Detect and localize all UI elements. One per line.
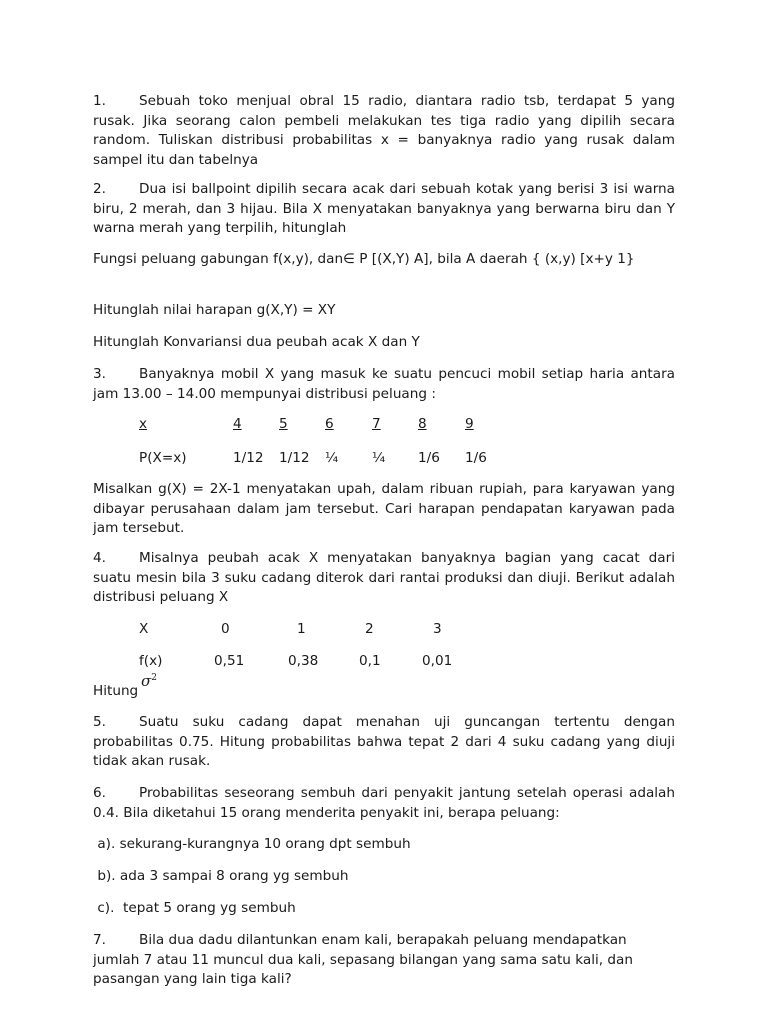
question-6-number: 6.: [93, 785, 106, 801]
question-3: [93, 365, 675, 404]
table-cell: ¼: [372, 449, 386, 466]
question-6-option-a: a). sekurang-kurangnya 10 orang dpt sembuh: [93, 836, 411, 852]
question-5-text: Suatu suku cadang dapat menahan uji guncangan tertentu dengan probabilitas 0.75. Hitung probabilitas bahwa tepat 2 dari 4 suku cadang yang diuji tidak akan rusak.: [93, 714, 675, 769]
question-4-hitung: Hitung: [93, 683, 139, 699]
table-cell: 0,38: [288, 652, 319, 669]
sigma-squared-symbol: $\sigma^2$: [141, 672, 157, 690]
table-cell: 1/12: [233, 449, 264, 466]
question-2-text: Dua isi ballpoint dipilih secara acak dari sebuah kotak yang berisi 3 isi warna biru, 2 merah, dan 3 hijau. Bila X menyatakan banyaknya yang berwarna biru dan Y warna merah yang terpilih, hitunglah: [93, 181, 675, 236]
table-cell: 0: [221, 621, 230, 637]
table-cell: 2: [365, 621, 374, 637]
table-header-row: [139, 620, 473, 640]
table-cell: 1: [297, 621, 306, 637]
question-6-text: Probabilitas seseorang sembuh dari penyakit jantung setelah operasi adalah 0.4. Bila diketahui 15 orang menderita penyakit ini, berapa peluang:: [93, 785, 675, 821]
question-1-number: 1.: [93, 93, 106, 109]
table-cell: 1/6: [418, 449, 440, 466]
table-cell: 7: [372, 416, 381, 432]
table-cell: 1/12: [279, 449, 310, 466]
question-7-text: Bila dua dadu dilantunkan enam kali, berapakah peluang mendapatkan jumlah 7 atau 11 muncul dua kali, sepasang bilangan yang sama satu kali, dan pasangan yang lain tiga kali?: [93, 932, 633, 987]
question-2-part-c: Hitunglah Konvariansi dua peubah acak X dan Y: [93, 334, 420, 350]
table-header-row: [139, 415, 487, 435]
table-cell: P(X=x): [139, 449, 187, 466]
question-7-number: 7.: [93, 932, 106, 948]
table-value-row: [139, 449, 487, 469]
question-1: [93, 92, 675, 170]
question-2-part-b: Hitunglah nilai harapan g(X,Y) = XY: [93, 302, 336, 318]
question-4-text: Misalnya peubah acak X menyatakan banyaknya bagian yang cacat dari suatu mesin bila 3 suku cadang diterok dari rantai produksi dan diuji. Berikut adalah distribusi peluang X: [93, 550, 675, 605]
question-6: [93, 784, 675, 823]
table-cell: ¼: [325, 449, 339, 466]
question-2-part-a: Fungsi peluang gabungan f(x,y), dan∈ P [(X,Y) A], bila A daerah { (x,y) [x+y 1}: [93, 251, 635, 267]
question-3-text: Banyaknya mobil X yang masuk ke suatu pencuci mobil setiap haria antara jam 13.00 – 14.00 mempunyai distribusi peluang :: [93, 366, 675, 402]
question-5-number: 5.: [93, 714, 106, 730]
question-4: [93, 549, 675, 608]
table-cell: 6: [325, 416, 334, 432]
distribution-table-4: [139, 620, 473, 671]
distribution-table-3: [139, 415, 487, 468]
question-6-option-c: c). tepat 5 orang yg sembuh: [93, 900, 296, 916]
table-cell: X: [139, 621, 149, 637]
question-6-option-b: b). ada 3 sampai 8 orang yg sembuh: [93, 868, 349, 884]
table-cell: 0,01: [422, 652, 453, 669]
table-cell: 4: [233, 416, 242, 432]
table-cell: f(x): [139, 652, 163, 669]
question-1-text: Sebuah toko menjual obral 15 radio, diantara radio tsb, terdapat 5 yang rusak. Jika seorang calon pembeli melakukan tes tiga radio yang dipilih secara random. Tuliskan distribusi probabilitas x = banyaknya radio yang rusak dalam sampel itu dan tabelnya: [93, 93, 675, 168]
question-3-followup: Misalkan g(X) = 2X-1 menyatakan upah, dalam ribuan rupiah, para karyawan yang dibayar perusahaan dalam jam tersebut. Cari harapan pendapatan karyawan pada jam tersebut.: [93, 481, 675, 536]
question-2: [93, 180, 675, 239]
table-cell: x: [139, 416, 148, 432]
question-7: [93, 931, 675, 990]
table-cell: 5: [279, 416, 288, 432]
table-cell: 8: [418, 416, 427, 432]
table-value-row: [139, 652, 473, 672]
question-3-number: 3.: [93, 366, 106, 382]
table-cell: 3: [433, 621, 442, 637]
table-cell: 1/6: [465, 449, 487, 466]
table-cell: 9: [465, 416, 474, 432]
question-5: [93, 713, 675, 772]
question-2-number: 2.: [93, 181, 106, 197]
table-cell: 0,51: [214, 652, 245, 669]
question-4-number: 4.: [93, 550, 106, 566]
table-cell: 0,1: [359, 652, 381, 669]
